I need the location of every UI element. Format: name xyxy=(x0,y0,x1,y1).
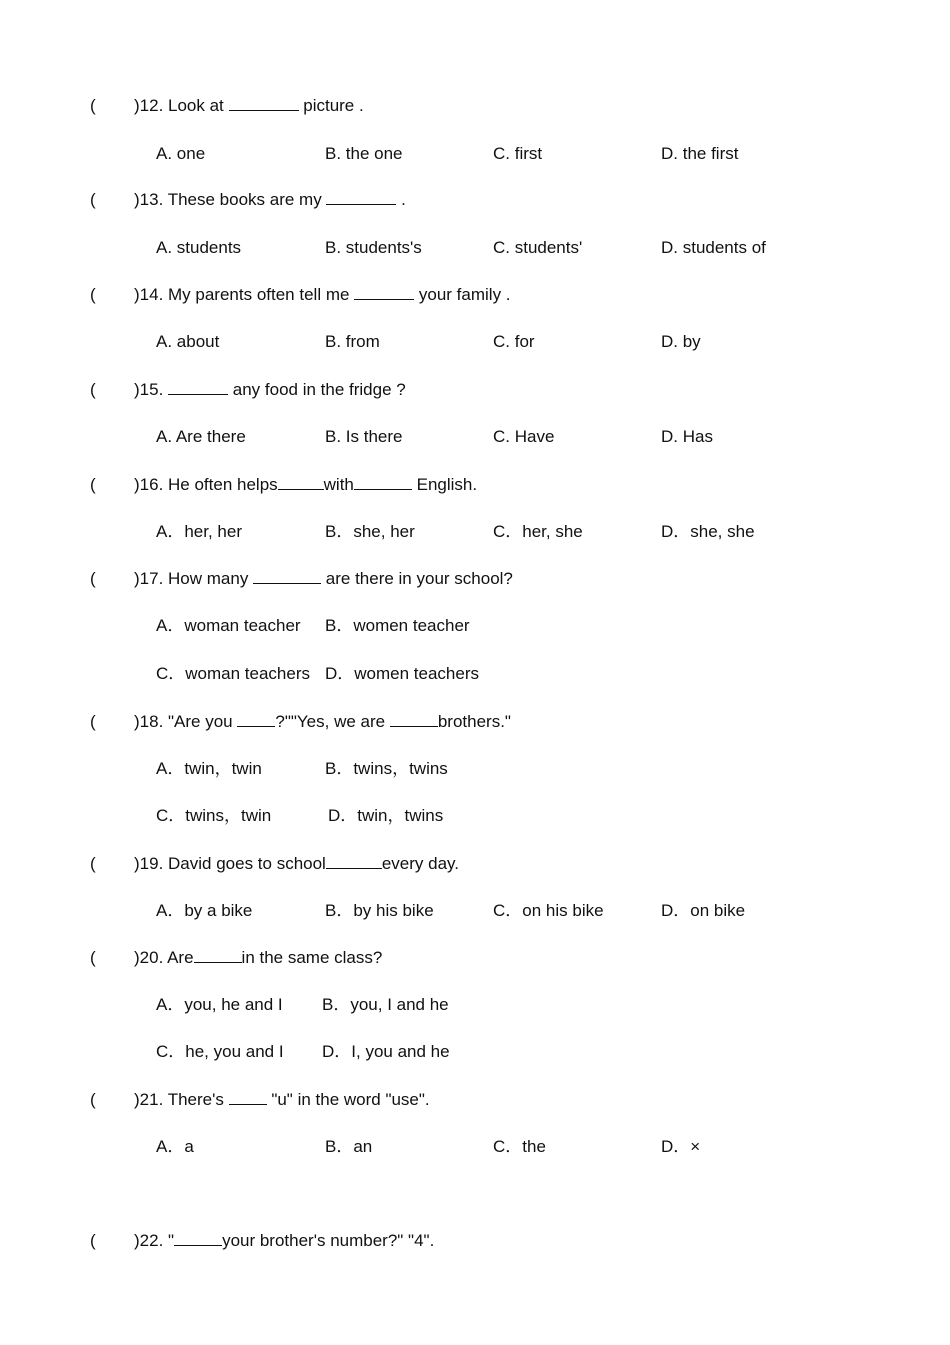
option-a[interactable]: A. students xyxy=(156,238,242,257)
question-text: )12. Look at picture . xyxy=(134,96,364,115)
question-text: )13. These books are my . xyxy=(134,190,406,209)
option-c[interactable]: C．woman teachers xyxy=(156,664,311,683)
option-c[interactable]: C．he, you and I xyxy=(156,1042,284,1061)
answer-blank xyxy=(390,711,438,727)
question-16-stem xyxy=(0,473,950,497)
answer-paren: ( xyxy=(90,948,96,967)
question-17-options-row2 xyxy=(0,662,950,686)
answer-paren: ( xyxy=(90,569,96,588)
question-14-options xyxy=(0,330,950,354)
question-text: )19. David goes to school every day. xyxy=(134,854,460,873)
question-12-stem xyxy=(0,94,950,118)
option-a[interactable]: A．woman teacher xyxy=(156,616,301,635)
option-c[interactable]: C. students' xyxy=(493,238,583,257)
answer-paren: ( xyxy=(90,285,96,304)
option-d[interactable]: D．she, she xyxy=(661,522,755,541)
answer-paren: ( xyxy=(90,1231,96,1250)
question-text: )20. Are in the same class? xyxy=(134,948,383,967)
option-b[interactable]: B．an xyxy=(325,1137,373,1156)
option-b[interactable]: B．women teacher xyxy=(325,616,470,635)
question-18-options-row1 xyxy=(0,757,950,781)
answer-blank xyxy=(253,568,321,584)
answer-blank xyxy=(354,284,414,300)
question-text: )22. " your brother's number?" "4". xyxy=(134,1231,435,1250)
option-d[interactable]: D. by xyxy=(661,332,701,351)
option-c[interactable]: C．twins，twin xyxy=(156,806,272,825)
option-c[interactable]: C．on his bike xyxy=(493,901,604,920)
option-a[interactable]: A．you, he and I xyxy=(156,995,283,1014)
option-d[interactable]: D. students of xyxy=(661,238,766,257)
question-12-options xyxy=(0,142,950,166)
question-20-stem xyxy=(0,946,950,970)
answer-paren: ( xyxy=(90,854,96,873)
option-b[interactable]: B. from xyxy=(325,332,380,351)
question-text: )14. My parents often tell me your family . xyxy=(134,285,511,304)
answer-blank xyxy=(194,947,242,963)
option-b[interactable]: B. students's xyxy=(325,238,422,257)
question-17-stem xyxy=(0,567,950,591)
option-c[interactable]: C. first xyxy=(493,144,543,163)
option-b[interactable]: B. the one xyxy=(325,144,403,163)
answer-blank xyxy=(168,379,228,395)
answer-blank xyxy=(326,189,396,205)
answer-paren: ( xyxy=(90,380,96,399)
answer-blank xyxy=(237,711,275,727)
answer-blank xyxy=(229,1089,267,1105)
question-19-stem xyxy=(0,852,950,876)
question-text: )16. He often helps with English. xyxy=(134,475,478,494)
question-text: )18. "Are you ?""Yes, we are brothers." xyxy=(134,712,511,731)
option-b[interactable]: B．you, I and he xyxy=(322,995,449,1014)
question-17-options-row1 xyxy=(0,614,950,638)
option-c[interactable]: C. Have xyxy=(493,427,555,446)
answer-paren: ( xyxy=(90,190,96,209)
answer-paren: ( xyxy=(90,712,96,731)
question-16-options xyxy=(0,520,950,544)
question-21-stem xyxy=(0,1088,950,1112)
question-text: )17. How many are there in your school? xyxy=(134,569,513,588)
question-22-stem xyxy=(0,1229,950,1253)
option-b[interactable]: B．she, her xyxy=(325,522,415,541)
question-13-stem xyxy=(0,188,950,212)
question-15-stem xyxy=(0,378,950,402)
option-b[interactable]: B．by his bike xyxy=(325,901,434,920)
question-19-options xyxy=(0,899,950,923)
question-text: )15. any food in the fridge ? xyxy=(134,380,406,399)
option-a[interactable]: A. one xyxy=(156,144,206,163)
answer-blank xyxy=(229,95,299,111)
answer-paren: ( xyxy=(90,475,96,494)
question-text: )21. There's "u" in the word "use". xyxy=(134,1090,430,1109)
option-d[interactable]: D．I, you and he xyxy=(322,1042,450,1061)
option-b[interactable]: B. Is there xyxy=(325,427,403,446)
option-c[interactable]: C．the xyxy=(493,1137,546,1156)
option-d[interactable]: D. Has xyxy=(661,427,713,446)
question-20-options-row2 xyxy=(0,1040,950,1064)
option-a[interactable]: A．her, her xyxy=(156,522,242,541)
question-21-options xyxy=(0,1135,950,1159)
answer-blank xyxy=(354,474,412,490)
option-a[interactable]: A．by a bike xyxy=(156,901,253,920)
option-a[interactable]: A. about xyxy=(156,332,220,351)
option-a[interactable]: A．a xyxy=(156,1137,194,1156)
option-d[interactable]: D. the first xyxy=(661,144,739,163)
option-a[interactable]: A. Are there xyxy=(156,427,246,446)
question-18-stem xyxy=(0,710,950,734)
question-14-stem xyxy=(0,283,950,307)
question-13-options xyxy=(0,236,950,260)
option-d[interactable]: D．twin，twins xyxy=(328,806,444,825)
option-c[interactable]: C．her, she xyxy=(493,522,583,541)
option-c[interactable]: C. for xyxy=(493,332,535,351)
answer-blank xyxy=(174,1230,222,1246)
answer-blank xyxy=(278,474,324,490)
option-a[interactable]: A．twin，twin xyxy=(156,759,262,778)
question-20-options-row1 xyxy=(0,993,950,1017)
question-18-options-row2 xyxy=(0,804,950,828)
option-d[interactable]: D．× xyxy=(661,1137,701,1156)
answer-paren: ( xyxy=(90,1090,96,1109)
option-d[interactable]: D．women teachers xyxy=(325,664,480,683)
answer-blank xyxy=(326,853,382,869)
option-d[interactable]: D．on bike xyxy=(661,901,746,920)
option-b[interactable]: B．twins，twins xyxy=(325,759,448,778)
answer-paren: ( xyxy=(90,96,96,115)
question-15-options xyxy=(0,425,950,449)
